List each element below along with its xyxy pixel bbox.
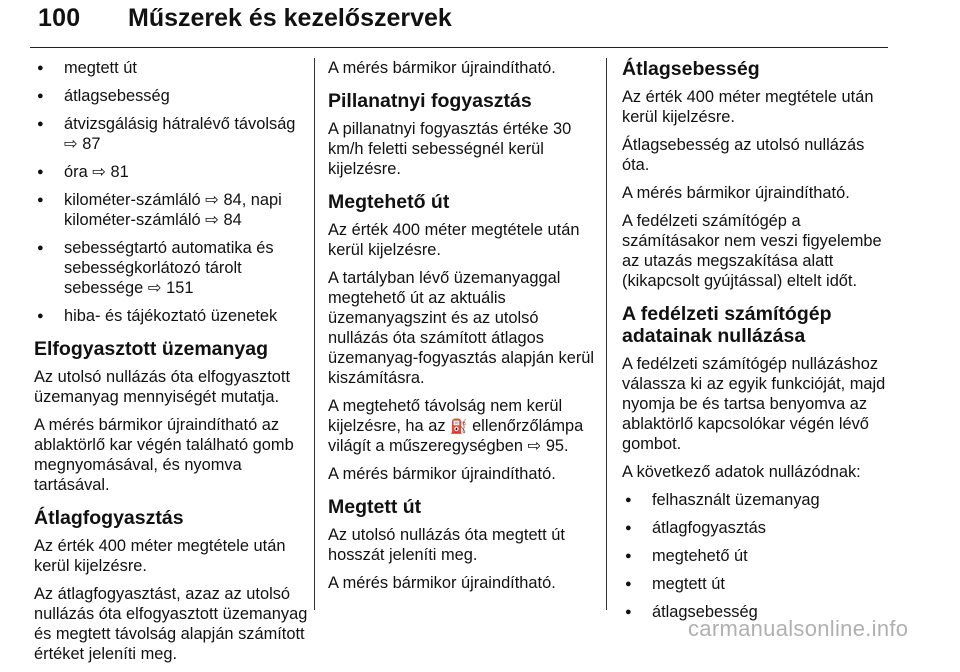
- page-header: [30, 0, 888, 48]
- paragraph: Átlagsebesség az utolsó nullázás óta.: [622, 136, 865, 174]
- paragraph: Az érték 400 méter megtétele után kerül kijelzésre.: [34, 537, 286, 575]
- paragraph: Az átlagfogyasztást, azaz az utolsó nullázás óta elfogyasztott üzemanyag és megtett távolság alapján számított értéket jeleníti meg.: [34, 585, 308, 663]
- list-item: ● óra ⇨ 81: [34, 162, 312, 182]
- reset-items-list: [622, 490, 894, 622]
- watermark: carmanualsonline.info: [688, 616, 909, 641]
- column-divider-1: [314, 58, 315, 610]
- list-item: ● átlagsebesség: [34, 86, 312, 106]
- paragraph: A mérés bármikor újraindítható.: [328, 465, 556, 483]
- paragraph: Az érték 400 méter megtétele után kerül kijelzésre.: [328, 221, 580, 259]
- paragraph: Az utolsó nullázás óta elfogyasztott üzemanyag mennyiségét mutatja.: [34, 368, 291, 406]
- paragraph: A mérés bármikor újraindítható.: [328, 574, 556, 592]
- paragraph: A mérés bármikor újraindítható.: [328, 59, 556, 77]
- paragraph: A pillanatnyi fogyasztás értéke 30 km/h feletti sebességnél kerül kijelzésre.: [328, 120, 572, 178]
- column-1: [34, 58, 312, 672]
- column-divider-2: [606, 58, 607, 610]
- paragraph: A következő adatok nullázódnak:: [622, 463, 861, 481]
- paragraph: Az érték 400 méter megtétele után kerül kijelzésre.: [622, 88, 874, 126]
- paragraph: [328, 396, 600, 456]
- heading-atlagfogyasztas: Átlagfogyasztás: [34, 507, 184, 529]
- display-items-list: [34, 58, 312, 326]
- heading-megtett: Megtett út: [328, 496, 422, 518]
- list-item: ● megtett út: [34, 58, 312, 78]
- paragraph: A tartályban lévő üzemanyaggal megtehető út az aktuális üzemanyagszint és az utolsó nullázás óta számított átlagos üzemanyag-fogyasztás alapján kerül kiszámításra.: [328, 269, 595, 387]
- column-3: [622, 58, 894, 630]
- list-item: ● átvizsgálásig hátralévő távolság ⇨ 87: [34, 114, 312, 154]
- paragraph: A mérés bármikor újraindítható.: [622, 184, 850, 202]
- list-item: ● kilométer-számláló ⇨ 84, napi kilométer-számláló ⇨ 84: [34, 190, 312, 230]
- text-span: A megtehető távolság nem kerül kijelzésre, ha az: [328, 397, 563, 435]
- list-item: ● felhasznált üzemanyag: [622, 490, 894, 510]
- paragraph: Az utolsó nullázás óta megtett út hosszát jeleníti meg.: [328, 526, 565, 564]
- heading-megteheto: Megtehető út: [328, 191, 450, 213]
- list-item: ● sebességtartó automatika és sebességkorlátozó tárolt sebessége ⇨ 151: [34, 238, 312, 298]
- list-item: ● átlagfogyasztás: [622, 518, 894, 538]
- paragraph: A mérés bármikor újraindítható az ablaktörlő kar végén található gomb megnyomásával, és nyomva tartásával.: [34, 416, 294, 494]
- paragraph: A fedélzeti számítógép a számításakor nem veszi figyelembe az utazás megszakítása alatt (kikapcsolt gyújtással) eltelt időt.: [622, 212, 882, 290]
- list-item: ● átlagsebesség: [622, 602, 894, 622]
- fuel-pump-icon: ⛽: [450, 418, 468, 434]
- heading-atlagsebesseg: Átlagsebesség: [622, 58, 760, 80]
- text-span: ellenőrzőlámpa világít a műszeregységben ⇨ 95.: [328, 417, 584, 455]
- heading-nullazas: A fedélzeti számítógép adatainak nullázása: [622, 303, 832, 347]
- page-number: 100: [38, 4, 81, 32]
- list-item: ● megtett út: [622, 574, 894, 594]
- list-item: ● hiba- és tájékoztató üzenetek: [34, 306, 312, 326]
- paragraph: A fedélzeti számítógép nullázáshoz válassza ki az egyik funkcióját, majd nyomja be és tartsa benyomva az ablaktörlő kapcsolókar végén lévő gombot.: [622, 355, 886, 453]
- heading-elfogyasztott: Elfogyasztott üzemanyag: [34, 338, 269, 360]
- page-title: Műszerek és kezelőszervek: [128, 4, 452, 32]
- column-2: [328, 58, 600, 601]
- heading-pillanatnyi: Pillanatnyi fogyasztás: [328, 90, 532, 112]
- list-item: ● megtehető út: [622, 546, 894, 566]
